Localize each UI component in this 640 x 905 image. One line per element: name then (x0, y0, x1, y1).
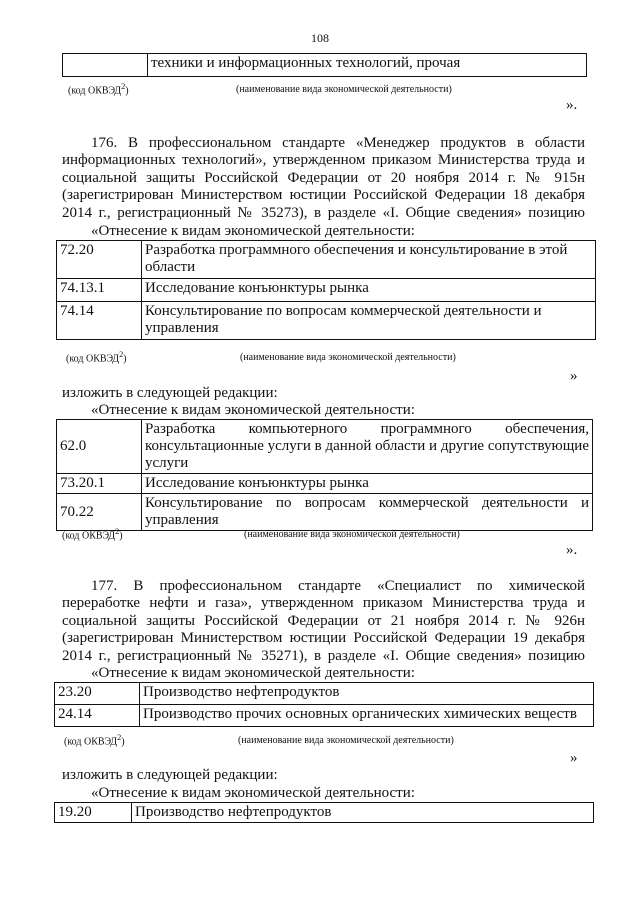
item-177-text: 177. В профессиональном стандарте «Специалист по химической переработке нефти и газа», утвержденном приказом Министерства труда и социальной защиты Российской Федерации от 21 ноября 2014 г. № 926н (зарегистрирован Министерством юстиции Российской Федерации 19 декабря 2014 г., регистрационный № 35271), в разделе «I. Общие сведения» позицию (62, 578, 585, 664)
okved-name-cell: Производство нефтепродуктов (140, 683, 594, 705)
item-177-restate: изложить в следующей редакции: (62, 767, 278, 783)
okved-code-cell: 73.20.1 (57, 474, 142, 494)
okved-name-cell: Разработка компьютерного программного обеспечения, консультационные услуги в данной области и другие сопутствующие услуги (142, 420, 593, 474)
item-177-new-table (54, 802, 594, 823)
item-176-heading: «Отнесение к видам экономической деятельности: (91, 223, 415, 239)
okved-code-caption: (код ОКВЭД$^2$) (68, 82, 129, 97)
table-row (55, 803, 594, 823)
okved-code-caption: (код ОКВЭД$^2$) (62, 527, 123, 542)
item-176-new-table (56, 419, 593, 531)
okved-code-caption: (код ОКВЭД$^2$) (66, 350, 127, 365)
okved-name-caption: (наименование вида экономической деятельности) (238, 735, 454, 746)
table-row (57, 494, 593, 531)
okved-name-caption: (наименование вида экономической деятельности) (236, 84, 452, 95)
table-row (57, 279, 596, 302)
table-row (57, 420, 593, 474)
okved-name-caption: (наименование вида экономической деятельности) (240, 352, 456, 363)
item-176-text: 176. В профессиональном стандарте «Менеджер продуктов в области информационных технологий», утвержденном приказом Министерства труда и социальной защиты Российской Федерации от 20 ноября 2014 г. № 915н (зарегистрирован Министерством юстиции Российской Федерации 18 декабря 2014 г., регистрационный № 35273), в разделе «I. Общие сведения» позицию (62, 135, 585, 221)
okved-name-cell: Производство нефтепродуктов (132, 803, 594, 823)
quote-close: ». (566, 97, 578, 113)
table-row (55, 683, 594, 705)
okved-code-cell: 19.20 (55, 803, 132, 823)
okved-code-cell: 72.20 (57, 241, 142, 279)
okved-code-cell (63, 54, 148, 77)
okved-name-cell: Разработка программного обеспечения и консультирование в этой области (142, 241, 596, 279)
item-177-heading: «Отнесение к видам экономической деятельности: (91, 665, 415, 681)
okved-code-cell: 24.14 (55, 705, 140, 727)
top-okved-table (62, 53, 587, 77)
okved-name-cell: техники и информационных технологий, прочая (148, 54, 587, 77)
item-177-new-heading: «Отнесение к видам экономической деятельности: (91, 785, 415, 801)
table-row (55, 705, 594, 727)
table-row (57, 302, 596, 340)
okved-name-cell: Исследование конъюнктуры рынка (142, 474, 593, 494)
okved-code-cell: 74.13.1 (57, 279, 142, 302)
page-number: 108 (311, 31, 329, 45)
okved-code-cell: 74.14 (57, 302, 142, 340)
okved-name-cell: Консультирование по вопросам коммерческой деятельности и управления (142, 302, 596, 340)
okved-code-cell: 70.22 (57, 494, 142, 531)
okved-code-cell: 62.0 (57, 420, 142, 474)
quote-close: » (570, 368, 578, 384)
item-177-old-table (54, 682, 594, 727)
table-row (57, 474, 593, 494)
item-176-new-heading: «Отнесение к видам экономической деятельности: (91, 402, 415, 418)
item-176-old-table (56, 240, 596, 340)
okved-name-cell: Производство прочих основных органических химических веществ (140, 705, 594, 727)
okved-code-cell: 23.20 (55, 683, 140, 705)
okved-code-caption: (код ОКВЭД$^2$) (64, 733, 125, 748)
okved-name-cell: Исследование конъюнктуры рынка (142, 279, 596, 302)
table-row (57, 241, 596, 279)
okved-name-cell: Консультирование по вопросам коммерческой деятельности и управления (142, 494, 593, 531)
quote-close: ». (566, 542, 578, 558)
okved-name-caption: (наименование вида экономической деятельности) (244, 529, 460, 540)
item-176-restate: изложить в следующей редакции: (62, 385, 278, 401)
table-row (63, 54, 587, 77)
quote-close: » (570, 750, 578, 766)
